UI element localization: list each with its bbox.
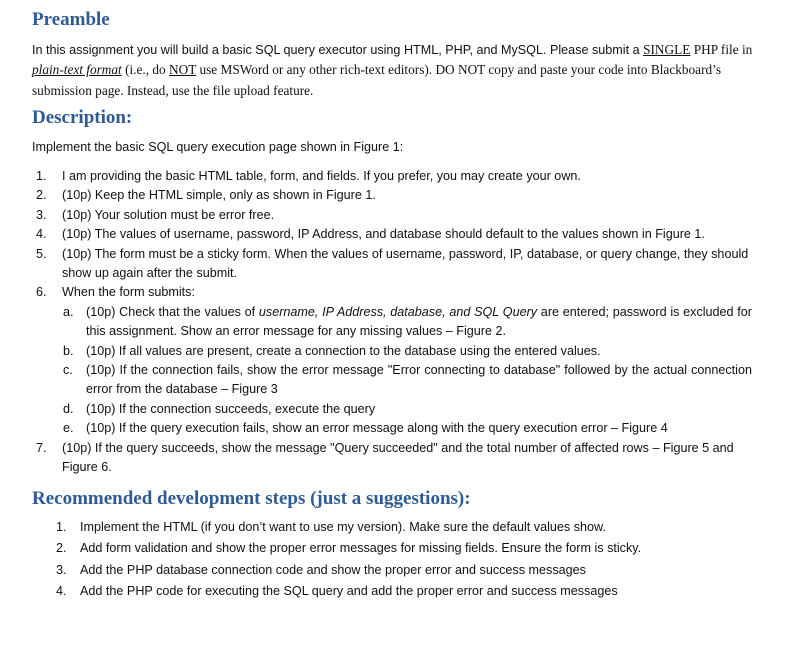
sub-list-item: e. (10p) If the query execution fails, show an error message along with the query execution error – Figure 4 <box>63 421 668 436</box>
list-item: 1. I am providing the basic HTML table, form, and fields. If you prefer, you may create your own. <box>36 169 581 183</box>
list-item: 6. When the form submits: a. (10p) Check that the values of username, IP Address, database, and SQL Query are entered; password is excluded for this assignment. Show an error message for any missing values – Figure 2. b. (10p) If all values are present, create a connection to the database using the entered values. c. (10p) If the connection fails, show the error message "Error connecting to database" followed by the actual connection error from the database – Figure 3 d. (10p) If the connection succeeds, execute the query e. (10p) If the query execution fails, show an error message along with the query execution error – Figure 4 <box>0 283 760 438</box>
list-item: 1. Implement the HTML (if you don’t want to use my version). Make sure the default values show. <box>56 520 606 534</box>
preamble-text-2: PHP file in <box>690 42 753 57</box>
preamble-text-4: use MSWord or any other rich-text editors). DO NOT copy and paste your code into Blackboard’s submission page. Instead, use the file upload feature. <box>32 62 722 98</box>
sub-list-item: c. (10p) If the connection fails, show the error message "Error connecting to database" followed by the actual connection error from the database – Figure 3 <box>63 363 752 397</box>
preamble-text-3: (i.e., do <box>121 62 170 78</box>
not-emphasis: NOT <box>169 62 197 78</box>
preamble-text-1: In this assignment you will build a basic SQL query executor using HTML, PHP, and MySQL. Please submit a <box>32 43 644 57</box>
list-item-text: I am providing the basic HTML table, form, and fields. If you prefer, you may create your own. <box>62 169 581 183</box>
description-intro: Implement the basic SQL query execution page shown in Figure 1: <box>32 140 404 154</box>
sub-list-item: a. (10p) Check that the values of username, IP Address, database, and SQL Query are entered; password is excluded for this assignment. Show an error message for any missing values – Figure 2. <box>63 304 752 339</box>
sub-list-item: b. (10p) If all values are present, create a connection to the database using the entered values. <box>63 343 601 358</box>
list-item: 3. (10p) Your solution must be error free. <box>36 207 275 222</box>
list-item: 2. (10p) Keep the HTML simple, only as shown in Figure 1. <box>36 188 376 203</box>
list-item: 2. Add form validation and show the proper error messages for missing fields. Ensure the form is sticky. <box>56 541 642 556</box>
list-item-text: (10p) The values of username, password, IP Address, and database should default to the values shown in Figure 1. <box>62 227 705 242</box>
sub-list-item: d. (10p) If the connection succeeds, execute the query <box>63 401 376 416</box>
required-fields-emphasis: username, IP Address, database, and SQL Query <box>258 304 538 319</box>
preamble-paragraph <box>32 40 754 101</box>
preamble-heading: Preamble <box>32 9 110 30</box>
sub-list <box>0 303 760 439</box>
single-emphasis: SINGLE <box>643 42 691 57</box>
list-item-text: (10p) The form must be a sticky form. When the values of username, password, IP, database, or query change, they should show up again after the submit. <box>62 246 749 281</box>
list-item-text: Implement the HTML (if you don’t want to use my version). Make sure the default values show. <box>80 520 606 534</box>
list-item: 3. Add the PHP database connection code and show the proper error and success messages <box>56 562 586 577</box>
list-item-text: When the form submits: <box>62 285 195 300</box>
list-item: 4. Add the PHP code for executing the SQL query and add the proper error and success messages <box>56 584 618 599</box>
list-item-text: (10p) Keep the HTML simple, only as shown in Figure 1. <box>62 188 376 203</box>
list-item-text: Add the PHP code for executing the SQL query and add the proper error and success messages <box>80 584 618 599</box>
list-item-text: (10p) If the query succeeds, show the message "Query succeeded" and the total number of affected rows – Figure 5 and Figure 6. <box>62 440 734 475</box>
list-item: 7. (10p) If the query succeeds, show the message "Query succeeded" and the total number of affected rows – Figure 5 and Figure 6. <box>36 440 734 475</box>
description-list <box>0 167 760 478</box>
description-heading: Description: <box>32 107 133 128</box>
plain-text-format-emphasis: plain-text format <box>32 62 122 78</box>
list-item-text: Add the PHP database connection code and show the proper error and success messages <box>80 562 586 577</box>
recommended-heading: Recommended development steps (just a suggestions): <box>32 488 471 509</box>
list-item: 5. (10p) The form must be a sticky form. When the values of username, password, IP, database, or query change, they should show up again after the submit. <box>36 246 749 281</box>
list-item: 4. (10p) The values of username, password, IP Address, and database should default to the values shown in Figure 1. <box>36 227 705 242</box>
list-item-text: (10p) Your solution must be error free. <box>62 207 275 222</box>
list-item-text: Add form validation and show the proper error messages for missing fields. Ensure the form is sticky. <box>80 541 642 556</box>
recommended-list <box>0 518 760 602</box>
